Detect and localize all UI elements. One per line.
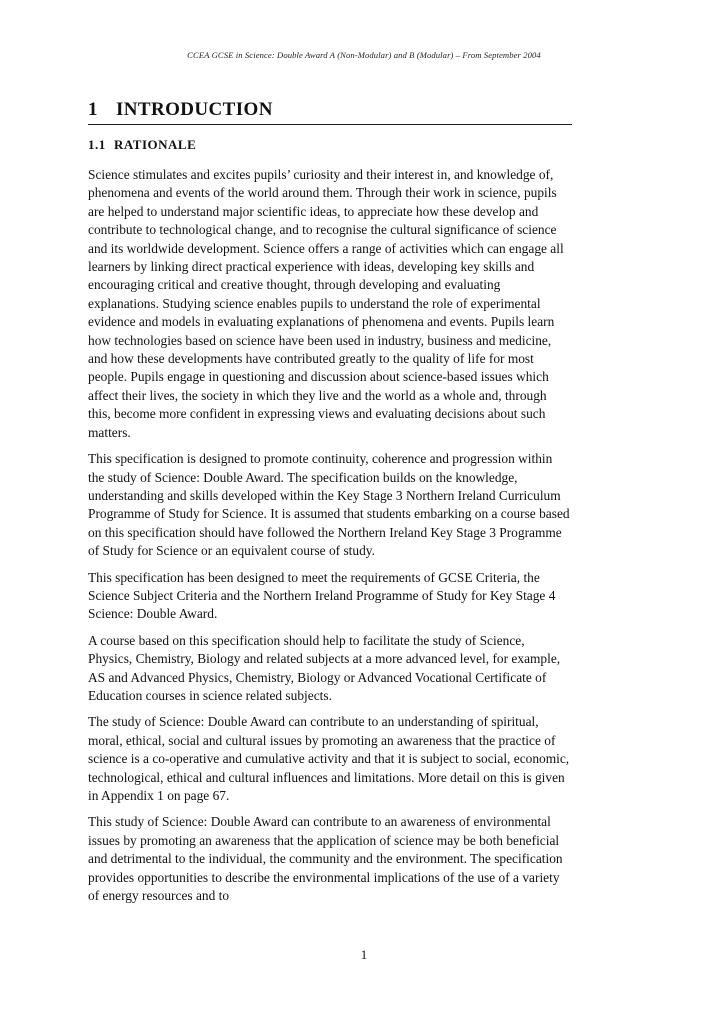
chapter-heading <box>88 98 572 125</box>
running-header: CCEA GCSE in Science: Double Award A (Non-Modular) and B (Modular) – From September 2004 <box>187 50 541 60</box>
chapter-title: INTRODUCTION <box>116 99 273 120</box>
section-title: RATIONALE <box>114 137 197 152</box>
chapter-number: 1 <box>88 99 98 120</box>
paragraph-continuity: This specification is designed to promote continuity, coherence and progression within the study of Science: Double Award. The specification builds on the knowledge, understanding and skills developed within the Key Stage 3 Northern Ireland Curriculum Programme of Study for Science. It is assumed that students embarking on a course based on this specification should have followed the Northern Ireland Key Stage 3 Programme of Study for Science or an equivalent course of study. <box>88 451 570 559</box>
page-number: 1 <box>360 947 368 962</box>
section-heading <box>88 137 572 153</box>
paragraph-rationale: Science stimulates and excites pupils’ curiosity and their interest in, and knowledge of, phenomena and events of the world around them. Through their work in science, pupils are helped to understand major scientific ideas, to appreciate how these develop and contribute to technological change, and to recognise the cultural significance of science and its worldwide development. Science offers a range of activities which can engage all learners by linking direct practical experience with ideas, developing key skills and encouraging critical and creative thought, through developing and evaluating explanations. Studying science enables pupils to understand the role of experimental evidence and models in evaluating explanations of phenomena and events. Pupils learn how technologies based on science have been used in industry, business and medicine, and how these developments have contributed greatly to the quality of life for most people. Pupils engage in questioning and discussion about science-based issues which affect their lives, the society in which they live and the world as a whole and, through this, become more confident in expressing views and evaluating decisions about such matters. <box>88 167 564 440</box>
paragraph-environmental: This study of Science: Double Award can contribute to an awareness of environmental issues by promoting an awareness that the application of science may be both beneficial and detrimental to the individual, the community and the environment. The specification provides opportunities to describe the environmental implications of the use of a variety of energy resources and to <box>88 814 563 904</box>
paragraph-requirements: This specification has been designed to meet the requirements of GCSE Criteria, the Science Subject Criteria and the Northern Ireland Programme of Study for Key Stage 4 Science: Double Award. <box>88 569 556 622</box>
paragraph-progression: A course based on this specification should help to facilitate the study of Science, Physics, Chemistry, Biology and related subjects at a more advanced level, for example, AS and Advanced Physics, Chemistry, Biology or Advanced Vocational Certificate of Education courses in science related subjects. <box>88 632 561 703</box>
body-text <box>88 166 572 913</box>
section-number: 1.1 <box>88 137 106 152</box>
paragraph-spiritual-moral: The study of Science: Double Award can contribute to an understanding of spiritual, moral, ethical, social and cultural issues by promoting an awareness that the practice of science is a co-operative and cumulative activity and that it is subject to social, economic, technological, ethical and cultural influences and limitations. More detail on this is given in Appendix 1 on page 67. <box>88 714 570 803</box>
